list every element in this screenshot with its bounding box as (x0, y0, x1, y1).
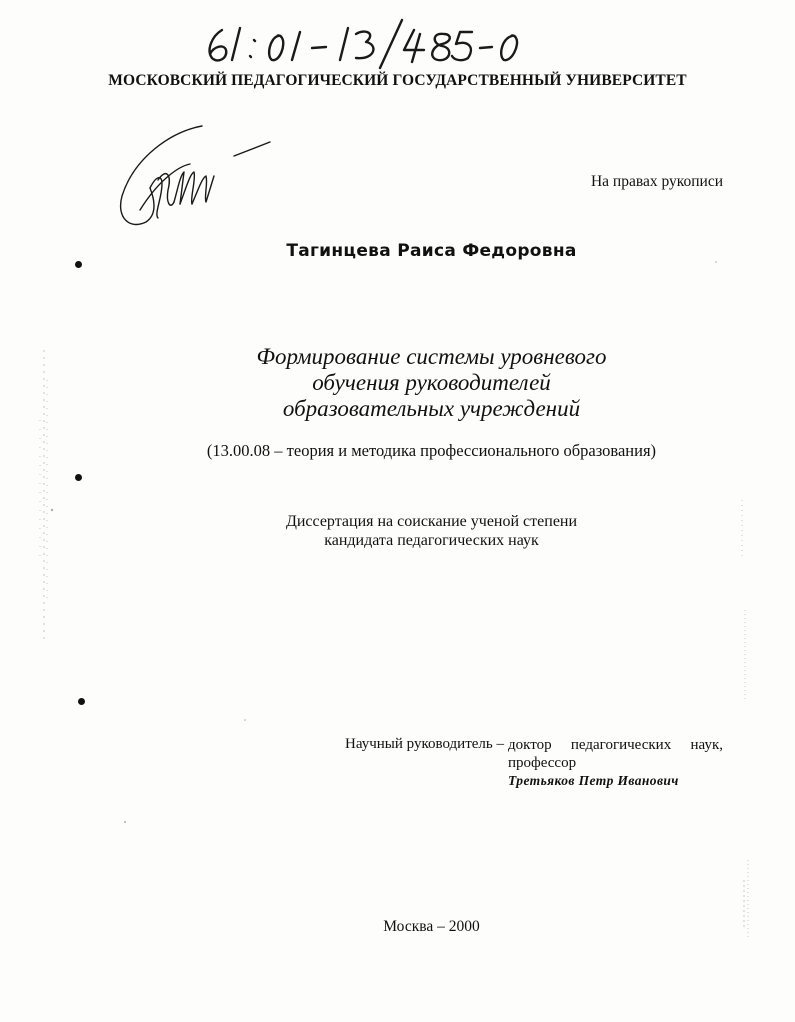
title-line: обучения руководителей (312, 370, 551, 395)
supervisor-name: Третьяков Петр Иванович (508, 773, 679, 788)
punch-hole-mark (75, 474, 82, 481)
degree-line: Диссертация на соискание ученой степени (285, 513, 578, 530)
supervisor-degree (508, 736, 723, 754)
specialty-code: (13.00.08 – теория и методика профессионального образования) (206, 441, 657, 460)
handwritten-catalog-number (200, 14, 530, 70)
author-name: Тагинцева Раиса Федоровна (286, 241, 577, 261)
city-year: Москва – 2000 (383, 918, 480, 935)
punch-hole-mark (75, 261, 82, 268)
title-line: образовательных учреждений (282, 396, 581, 421)
university-name: МОСКОВСКИЙ ПЕДАГОГИЧЕСКИЙ ГОСУДАРСТВЕННЫЙ УНИВЕРСИТЕТ (108, 72, 687, 89)
dissertation-title (0, 344, 795, 422)
supervisor-label: Научный руководитель – (345, 736, 504, 752)
degree-word: педагогических (570, 737, 672, 753)
supervisor-info (508, 736, 723, 790)
supervisor-rank: профессор (508, 755, 577, 771)
title-line: Формирование системы уровневого (256, 344, 607, 369)
rights-note: На правах рукописи (590, 173, 723, 190)
degree-word: доктор (508, 737, 552, 753)
degree-statement (0, 512, 795, 550)
punch-hole-mark (78, 698, 85, 705)
author-signature (110, 118, 290, 238)
degree-line: кандидата педагогических наук (324, 532, 539, 549)
degree-word: наук, (690, 737, 723, 753)
